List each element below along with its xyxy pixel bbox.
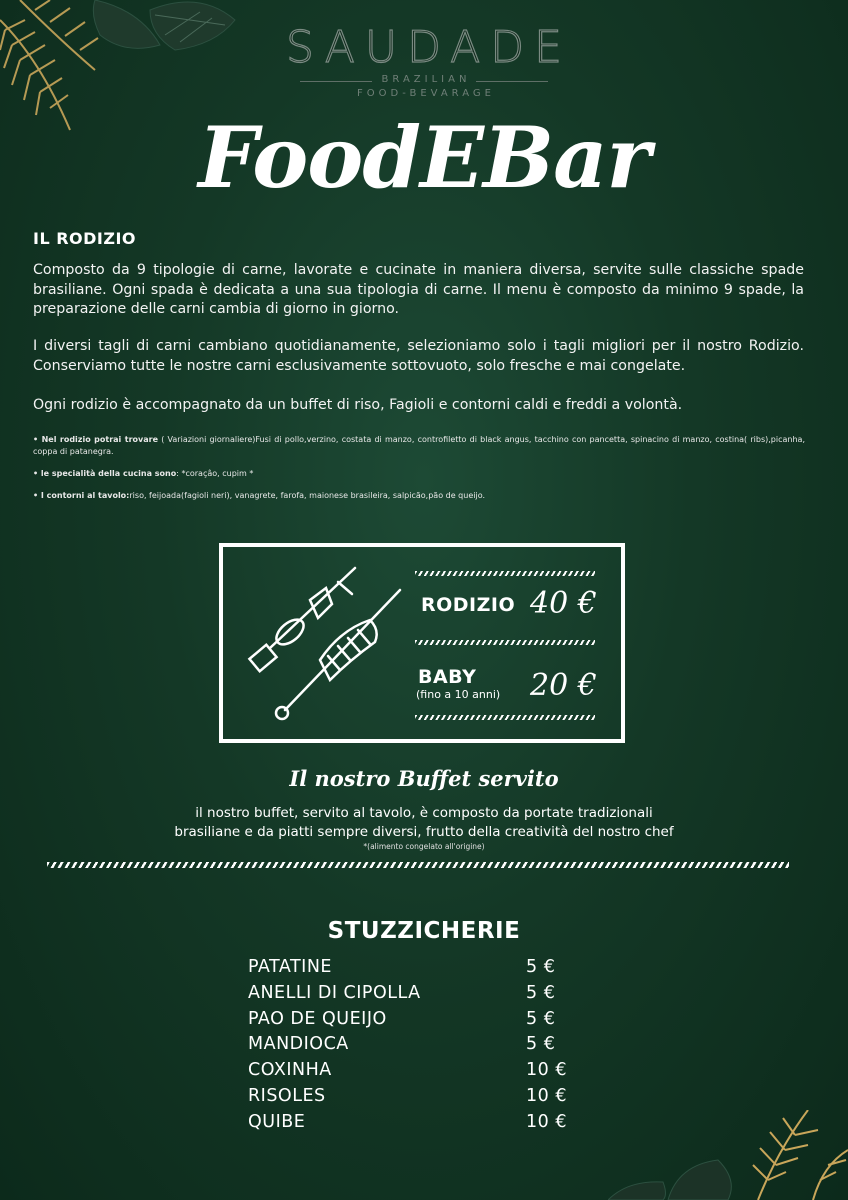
note-label: • le specialità della cucina sono: [33, 469, 177, 478]
rodizio-paragraph-1: Composto da 9 tipologie di carne, lavorate e cucinate in maniera diversa, servite sulle classiche spade brasiliane. Ogni spada è dedicata a una sua tipologia di carne. Il menu è composto da minimo 9 spade, la preparazione delle carni cambia di giorno in giorno.: [33, 262, 804, 317]
menu-item: [248, 1112, 578, 1138]
divider-dashed: [415, 640, 595, 645]
menu-item: [248, 1009, 578, 1035]
divider-dashed: [415, 571, 595, 576]
buffet-description-1: il nostro buffet, servito al tavolo, è composto da portate tradizionali: [195, 805, 653, 821]
menu-item: [248, 1086, 578, 1112]
rodizio-price-label: RODIZIO: [421, 594, 516, 616]
palm-leaves-decoration-bottom: [608, 1110, 848, 1200]
menu-item-price: 5 €: [526, 982, 556, 1003]
section-divider: [47, 862, 789, 868]
menu-item: [248, 1034, 578, 1060]
menu-item-price: 5 €: [526, 1008, 556, 1029]
menu-item-name: ANELLI DI CIPOLLA: [248, 982, 421, 1003]
note-text: riso, feijoada(fagioli neri), vanagrete, farofa, maionese brasileira, salpicão,pão de queijo.: [129, 491, 485, 500]
menu-item: [248, 1060, 578, 1086]
rodizio-note-meats: [33, 434, 805, 458]
menu-item-price: 10 €: [526, 1085, 567, 1106]
menu-item-name: MANDIOCA: [248, 1034, 349, 1055]
note-text: : *coraçâo, cupim *: [176, 469, 254, 478]
brand-subtitle-1: BRAZILIAN: [381, 74, 471, 85]
note-label: • I contorni al tavolo:: [33, 491, 130, 500]
note-text: ( Variazioni giornaliere)Fusi di pollo,verzino, costata di manzo, controfiletto di black angus, tacchino con pancetta, spinacino di manzo, costina( ribs),picanha, coppa di patanegra.: [33, 435, 805, 456]
menu-item-price: 10 €: [526, 1111, 567, 1132]
rodizio-heading: IL RODIZIO: [33, 229, 137, 248]
menu-item-price: 5 €: [526, 957, 556, 977]
skewer-icon: [240, 560, 410, 730]
baby-price-label: BABY: [418, 666, 477, 688]
menu-item-name: QUIBE: [248, 1111, 306, 1132]
baby-price-value: 20 €: [530, 668, 597, 703]
divider-dashed: [415, 715, 595, 720]
brand-logo: SAUDADE: [286, 22, 572, 73]
menu-item-name: PATATINE: [248, 957, 332, 977]
page-title: FoodEBar: [198, 108, 650, 207]
menu-list: [248, 957, 578, 1138]
rodizio-paragraph-2: I diversi tagli di carni cambiano quotidianamente, selezioniamo solo i tagli migliori per il nostro Rodizio. Conserviamo tutte le nostre carni esclusivamente sottovuoto, solo fresche e mai congelate.: [33, 338, 804, 374]
menu-heading: STUZZICHERIE: [327, 918, 521, 944]
buffet-title: Il nostro Buffet servito: [289, 766, 559, 791]
menu-item-name: RISOLES: [248, 1085, 326, 1106]
menu-item-price: 5 €: [526, 1034, 556, 1055]
menu-item-price: 10 €: [526, 1060, 567, 1081]
menu-item-name: PAO DE QUEIJO: [248, 1008, 387, 1029]
buffet-description-2: brasiliane e da piatti sempre diversi, frutto della creatività del nostro chef: [174, 824, 674, 840]
buffet-footnote: *(alimento congelato all'origine): [363, 842, 485, 851]
menu-item: [248, 983, 578, 1009]
rodizio-price-value: 40 €: [530, 586, 597, 621]
baby-age-note: (fino a 10 anni): [416, 688, 501, 701]
rodizio-paragraph-3: Ogni rodizio è accompagnato da un buffet di riso, Fagioli e contorni caldi e freddi a volontà.: [33, 397, 683, 413]
rodizio-note-specialties: [33, 468, 805, 480]
menu-item: [248, 957, 578, 983]
brand-subtitle-2: FOOD-BEVARAGE: [357, 88, 495, 99]
rodizio-note-sides: [33, 490, 805, 502]
note-label: • Nel rodizio potrai trovare: [33, 435, 158, 444]
menu-item-name: COXINHA: [248, 1060, 332, 1081]
